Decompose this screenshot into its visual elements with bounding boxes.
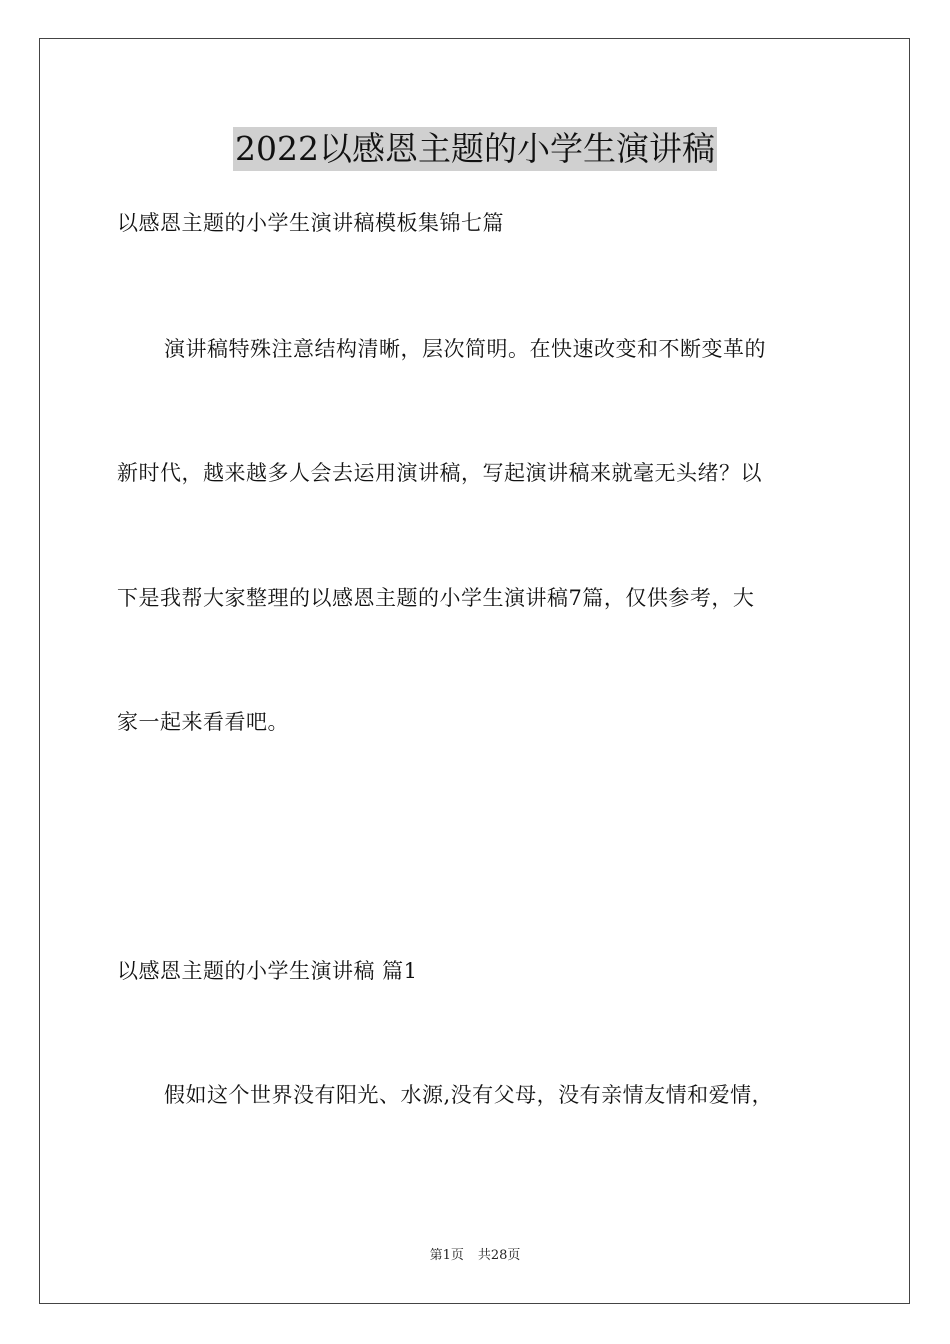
intro-line-2: 新时代，越来越多人会去运用演讲稿，写起演讲稿来就毫无头绪？以 <box>117 461 762 485</box>
title-container <box>0 127 950 171</box>
section-line-1: 假如这个世界没有阳光、水源,没有父母，没有亲情友情和爱情， <box>164 1083 774 1107</box>
document-subtitle: 以感恩主题的小学生演讲稿模板集锦七篇 <box>117 211 504 235</box>
intro-line-3: 下是我帮大家整理的以感恩主题的小学生演讲稿7篇，仅供参考，大 <box>117 586 755 610</box>
page-footer <box>0 1247 950 1265</box>
section-heading: 以感恩主题的小学生演讲稿 篇1 <box>117 959 418 983</box>
intro-line-4: 家一起来看看吧。 <box>117 710 289 734</box>
intro-line-1: 演讲稿特殊注意结构清晰，层次简明。在快速改变和不断变革的 <box>164 337 766 361</box>
page-total: 共28页 <box>477 1248 521 1263</box>
document-title: 2022以感恩主题的小学生演讲稿 <box>233 127 717 171</box>
page-number: 第1页 <box>429 1248 464 1263</box>
